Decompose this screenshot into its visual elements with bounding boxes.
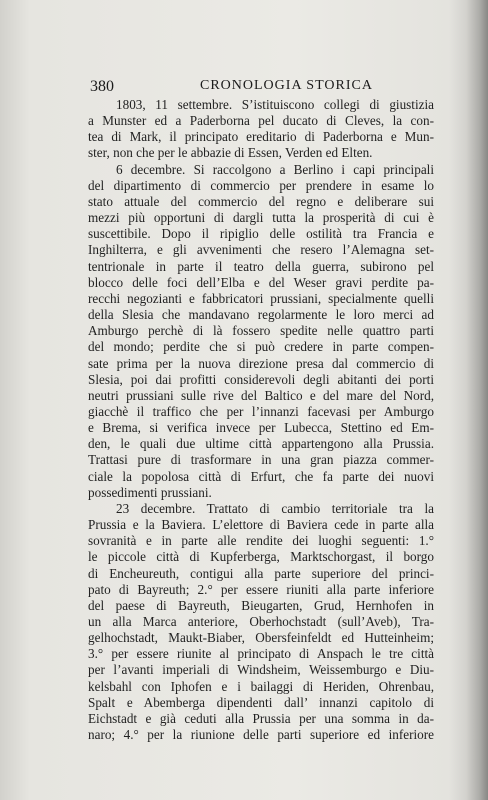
text-line: mezzi più opportuni di dargli tutta la prosperità di cui è — [88, 210, 434, 226]
text-line: Slesia, poi dai profitti considerevoli degli abitanti dei porti — [88, 371, 434, 387]
text-line: le piccole città di Kupferberga, Marktschorgast, il borgo — [88, 549, 434, 565]
text-line: kelsbahl con Iphofen e i bailaggi di Heriden, Ohrenbau, — [88, 678, 434, 694]
text-line: recchi negozianti e fabbricatori prussiani, specialmente quelli — [88, 290, 434, 306]
text-line: sovranità e in parte alle rendite dei luoghi seguenti: 1.° — [88, 533, 434, 549]
text-line: di Encheureuth, contigui alla parte superiore del princi- — [88, 565, 434, 581]
text-line: 6 decembre. Si raccolgono a Berlino i capi principali — [116, 161, 434, 177]
text-line: 1803, 11 settembre. S’istituiscono collegi di giustizia — [116, 97, 434, 112]
text-line: Trattasi pure di trasformare in una gran piazza commer- — [88, 452, 434, 468]
text-line: della Slesia che mandavano regolarmente le loro merci ad — [88, 307, 434, 323]
text-line: ster, non che per le abbazie di Essen, Verden ed Elten. — [88, 145, 373, 161]
body-text — [88, 97, 434, 743]
text-line: Spalt e Abemberga dipendenti dall’ innanzi capitolo di — [88, 694, 434, 710]
text-line: del paese di Bayreuth, Bieugarten, Grud, Hernhofen in — [88, 597, 434, 613]
text-line: stato attuale del commercio del regno e deliberare sui — [88, 193, 434, 209]
text-line: blocco delle foci dell’Elba e del Weser gravi perdite pa- — [88, 274, 434, 290]
page-number: 380 — [90, 78, 114, 95]
text-line: un alla Marca anteriore, Oberhochstadt (sull’Aveb), Tra- — [88, 614, 434, 629]
page-header — [90, 78, 440, 98]
text-line: ciale la popolosa città di Erfurt, che fa parte dei nuovi — [88, 468, 434, 484]
text-line: tea di Mark, il principato ereditario di Paderborna e Mun- — [88, 129, 434, 145]
text-line: den, le quali due ultime città appartengono alla Prussia. — [88, 436, 434, 452]
text-line: Amburgo perchè di là fossero spedite nelle quattro parti — [88, 323, 434, 339]
text-line: neutri prussiani sulle rive del Baltico e del mare del Nord, — [88, 387, 434, 403]
text-line: naro; 4.° per la riunione delle parti superiore ed inferiore — [88, 727, 434, 743]
text-line: pato di Bayreuth; 2.° per essere riuniti alla parte inferiore — [88, 581, 434, 597]
text-line: tentrionale in parte il teatro della guerra, subirono pel — [88, 258, 434, 274]
text-line: giacchè il traffico che per l’innanzi facevasi per Amburgo — [88, 403, 434, 419]
text-line: Prussia e la Baviera. L’elettore di Baviera cede in parte alla — [88, 517, 434, 533]
text-line: 3.° per essere riunite al principato di Anspach le tre città — [88, 646, 434, 662]
text-line: sate prima per la nuova direzione presa dal commercio di — [88, 355, 434, 371]
text-line: per l’avanti imperiali di Windsheim, Weissemburgo e Diu- — [88, 662, 434, 678]
text-line: del mondo; perdite che si può credere in parte compen- — [88, 339, 434, 355]
text-line: Inghilterra, e gli avvenimenti che resero l’Alemagna set- — [88, 242, 434, 258]
text-line: del dipartimento di commercio per prendere in esame lo — [88, 177, 434, 193]
text-line: possedimenti prussiani. — [88, 484, 212, 500]
text-line: suscettibile. Dopo il ripiglio delle ostilità tra Francia e — [88, 226, 434, 242]
page-edge-shadow — [466, 0, 488, 800]
text-line: 23 decembre. Trattato di cambio territoriale tra la — [116, 500, 434, 516]
text-line: e Brema, si verifica invece per Lubecca, Stettino ed Em- — [88, 420, 434, 436]
text-line: Eichstadt e già ceduti alla Prussia per una somma in da- — [88, 710, 434, 726]
text-line: a Munster ed a Paderborna pel ducato di Cleves, la con- — [88, 113, 434, 129]
running-title: CRONOLOGIA STORICA — [200, 78, 373, 93]
text-line: gelhochstadt, Maukt-Biaber, Obersfeinfeldt ed Hutteinheim; — [88, 630, 434, 646]
